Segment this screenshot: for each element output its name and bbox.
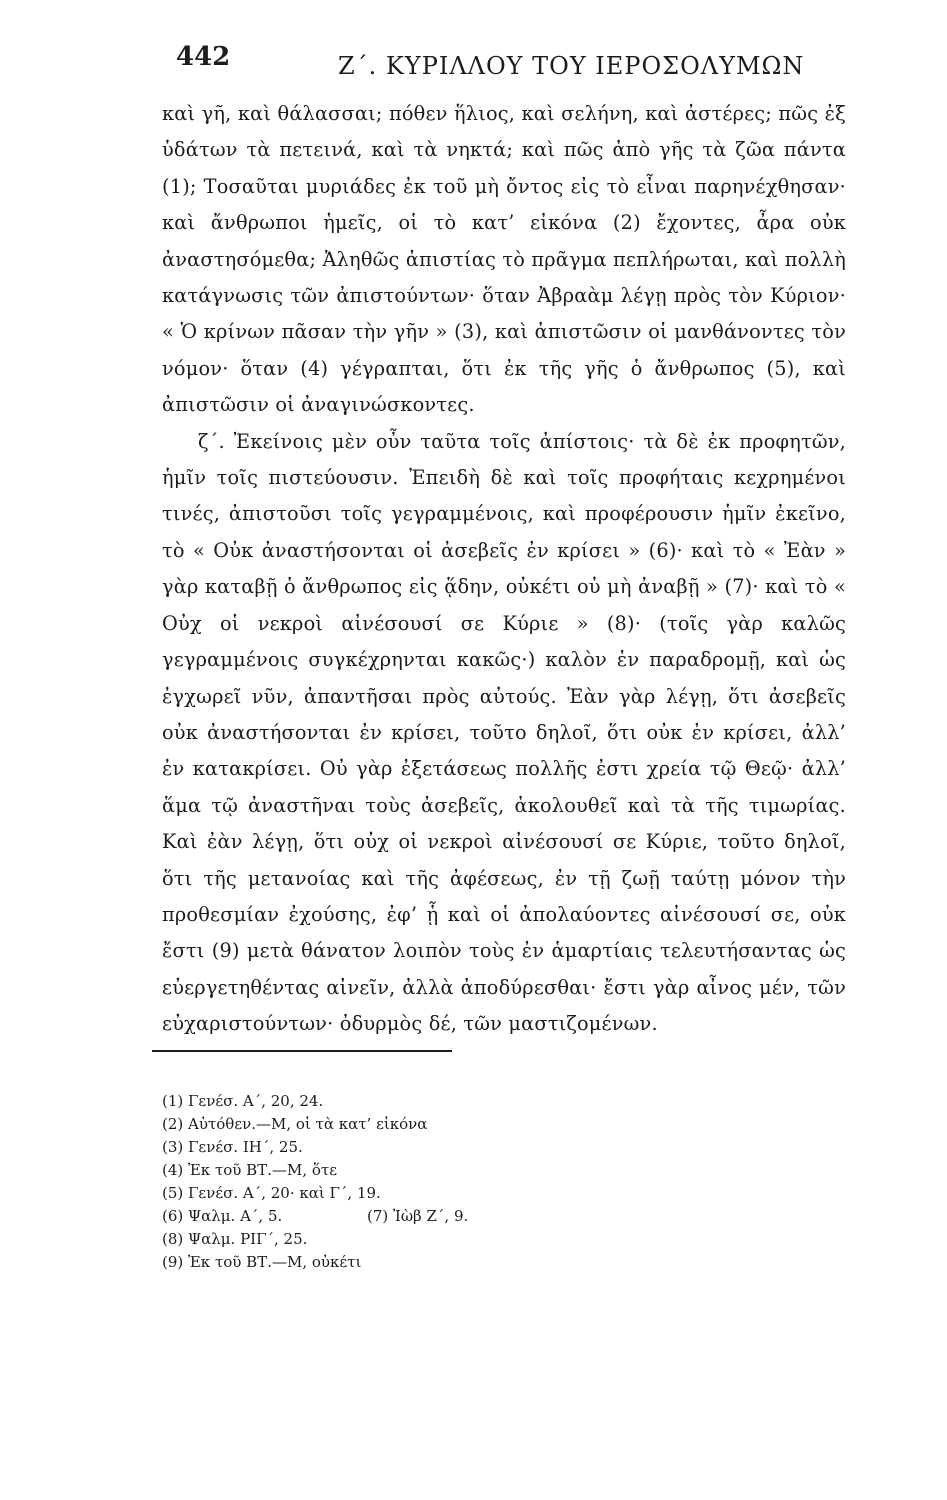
running-title: Ζ΄. ΚΥΡΙΛΛΟΥ ΤΟΥ ΙΕΡΟΣΟΛΥΜΩΝ <box>338 52 805 80</box>
page-header <box>0 42 947 82</box>
paragraph-1: καὶ γῆ, καὶ θάλασσαι; πόθεν ἥλιος, καὶ σελήνη, καὶ ἀστέρες; πῶς ἐξ ὑδάτων τὰ πετεινά, καὶ τὰ νηκτά; καὶ πῶς ἀπὸ γῆς τὰ ζῶα πάντα (1); Τοσαῦται μυριάδες ἐκ τοῦ μὴ ὄντος εἰς τὸ εἶναι παρηνέχθησαν· καὶ ἄνθρωποι ἡμεῖς, οἱ τὸ κατ’ εἰκόνα (2) ἔχοντες, ἆρα οὐκ ἀναστησόμεθα; Ἀληθῶς ἀπιστίας τὸ πρᾶγμα πεπλήρωται, καὶ πολλὴ κατάγνωσις τῶν ἀπιστούντων· ὅταν Ἀβραὰμ λέγῃ πρὸς τὸν Κύριον· « Ὁ κρίνων πᾶσαν τὴν γῆν » (3), καὶ ἀπιστῶσιν οἱ μανθάνοντες τὸν νόμον· ὅταν (4) γέγραπται, ὅτι ἐκ τῆς γῆς ὁ ἄνθρωπος (5), καὶ ἀπιστῶσιν οἱ ἀναγινώσκοντες. <box>162 102 846 417</box>
footnote-9: (9) Ἐκ τοῦ ΒΤ.—Μ, οὐκέτι <box>162 1253 362 1271</box>
footnote-divider <box>152 1050 452 1052</box>
page-number: 442 <box>176 42 231 72</box>
body-text <box>162 96 846 1043</box>
footnote-5: (5) Γενέσ. Α΄, 20· καὶ Γ΄, 19. <box>162 1184 381 1202</box>
footnote-7: (7) Ἰὼβ Ζ΄, 9. <box>367 1207 469 1225</box>
footnote-8: (8) Ψαλμ. ΡΙΓ΄, 25. <box>162 1230 308 1248</box>
footnote-1: (1) Γενέσ. Α΄, 20, 24. <box>162 1092 324 1110</box>
paragraph-2: ζ΄. Ἐκείνοις μὲν οὖν ταῦτα τοῖς ἀπίστοις· τὰ δὲ ἐκ προφητῶν, ἡμῖν τοῖς πιστεύουσιν. Ἐπειδὴ δὲ καὶ τοῖς προφήταις κεχρημένοι τινές, ἀπιστοῦσι τοῖς γεγραμμένοις, καὶ προφέρουσιν ἡμῖν ἐκεῖνο, τὸ « Οὐκ ἀναστήσονται οἱ ἀσεβεῖς ἐν κρίσει » (6)· καὶ τὸ « Ἐὰν » γὰρ καταβῇ ὁ ἄνθρωπος εἰς ᾅδην, οὐκέτι οὐ μὴ ἀναβῇ » (7)· καὶ τὸ « Οὐχ οἱ νεκροὶ αἰνέσουσί σε Κύριε » (8)· (τοῖς γὰρ καλῶς γεγραμμένοις συγκέχρηνται κακῶς·) καλὸν ἐν παραδρομῇ, καὶ ὡς ἐγχωρεῖ νῦν, ἀπαντῆσαι πρὸς αὐτούς. Ἐὰν γὰρ λέγῃ, ὅτι ἀσεβεῖς οὐκ ἀναστήσονται ἐν κρίσει, τοῦτο δηλοῖ, ὅτι οὐκ ἐν κρίσει, ἀλλ’ ἐν κατακρίσει. Οὐ γὰρ ἐξετάσεως πολλῆς ἐστι χρεία τῷ Θεῷ· ἀλλ’ ἅμα τῷ ἀναστῆναι τοὺς ἀσεβεῖς, ἀκολουθεῖ καὶ τὰ τῆς τιμωρίας. Καὶ ἐὰν λέγῃ, ὅτι οὐχ οἱ νεκροὶ αἰνέσουσί σε Κύριε, τοῦτο δηλοῖ, ὅτι τῆς μετανοίας καὶ τῆς ἀφέσεως, ἐν τῇ ζωῇ ταύτῃ μόνον τὴν προθεσμίαν ἐχούσης, ἐφ’ ᾗ καὶ οἱ ἀπολαύοντες αἰνέσουσί σε, οὐκ ἔστι (9) μετὰ θάνατον λοιπὸν τοὺς ἐν ἁμαρτίαις τελευτήσαντας ὡς εὐεργετηθέντας αἰνεῖν, ἀλλὰ ἀποδύρεσθαι· ἔστι γὰρ αἶνος μέν, τῶν εὐχαριστούντων· ὀδυρμὸς δέ, τῶν μαστιζομένων. <box>162 429 846 1036</box>
footnote-6: (6) Ψαλμ. Α΄, 5. <box>162 1207 283 1225</box>
footnote-4: (4) Ἐκ τοῦ ΒΤ.—Μ, ὅτε <box>162 1161 337 1179</box>
footnote-row <box>162 1205 762 1228</box>
footnote-2: (2) Αὐτόθεν.—Μ, οἱ τὰ κατ’ εἰκόνα <box>162 1115 428 1133</box>
footnotes <box>162 1090 762 1274</box>
footnote-3: (3) Γενέσ. ΙΗ΄, 25. <box>162 1138 303 1156</box>
